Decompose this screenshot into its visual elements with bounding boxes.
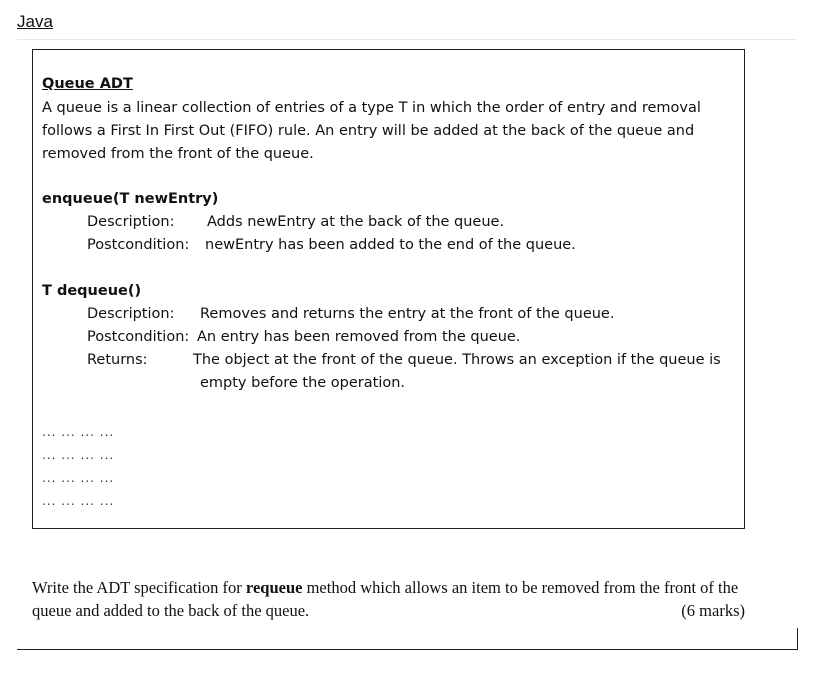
adt-intro: A queue is a linear collection of entries of a type T in which the order of entry and removal follows a First In First Out (FIFO) rule. An entry will be added at the back of the queue and removed from the front of the queue. xyxy=(42,100,701,162)
dequeue-returns-line2: empty before the operation. xyxy=(200,375,406,391)
enqueue-postcondition-label: Postcondition: xyxy=(87,237,190,253)
queue-adt-box xyxy=(32,49,745,529)
dequeue-description: Removes and returns the entry at the front of the queue. xyxy=(200,306,615,322)
section-heading: Java xyxy=(17,12,53,31)
adt-title: Queue ADT xyxy=(42,76,133,92)
dequeue-returns-line1: The object at the front of the queue. Throws an exception if the queue is xyxy=(193,352,721,368)
header-divider xyxy=(17,39,797,40)
ellipsis-line: ... ... ... ... xyxy=(42,494,115,508)
ellipsis-line: ... ... ... ... xyxy=(42,425,115,439)
question-marks: (6 marks) xyxy=(681,601,745,620)
ellipsis-line: ... ... ... ... xyxy=(42,471,115,485)
enqueue-postcondition: newEntry has been added to the end of the queue. xyxy=(205,237,576,253)
enqueue-signature: enqueue(T newEntry) xyxy=(42,191,219,207)
dequeue-postcondition-label: Postcondition: xyxy=(87,329,190,345)
dequeue-signature: T dequeue() xyxy=(42,283,142,299)
enqueue-description-label: Description: xyxy=(87,214,175,230)
answer-line xyxy=(17,649,798,650)
ellipsis-line: ... ... ... ... xyxy=(42,448,115,462)
dequeue-description-label: Description: xyxy=(87,306,175,322)
question-prefix: Write the ADT specification for xyxy=(32,578,246,597)
enqueue-description: Adds newEntry at the back of the queue. xyxy=(207,214,505,230)
answer-line-end xyxy=(797,628,798,650)
question-text xyxy=(32,576,745,622)
dequeue-postcondition: An entry has been removed from the queue. xyxy=(197,329,521,345)
question-suffix: method which allows an item to be removed from the front of the queue and added to the back of the queue. xyxy=(32,578,739,620)
dequeue-returns-label: Returns: xyxy=(87,352,148,368)
question-method: requeue xyxy=(245,578,303,597)
